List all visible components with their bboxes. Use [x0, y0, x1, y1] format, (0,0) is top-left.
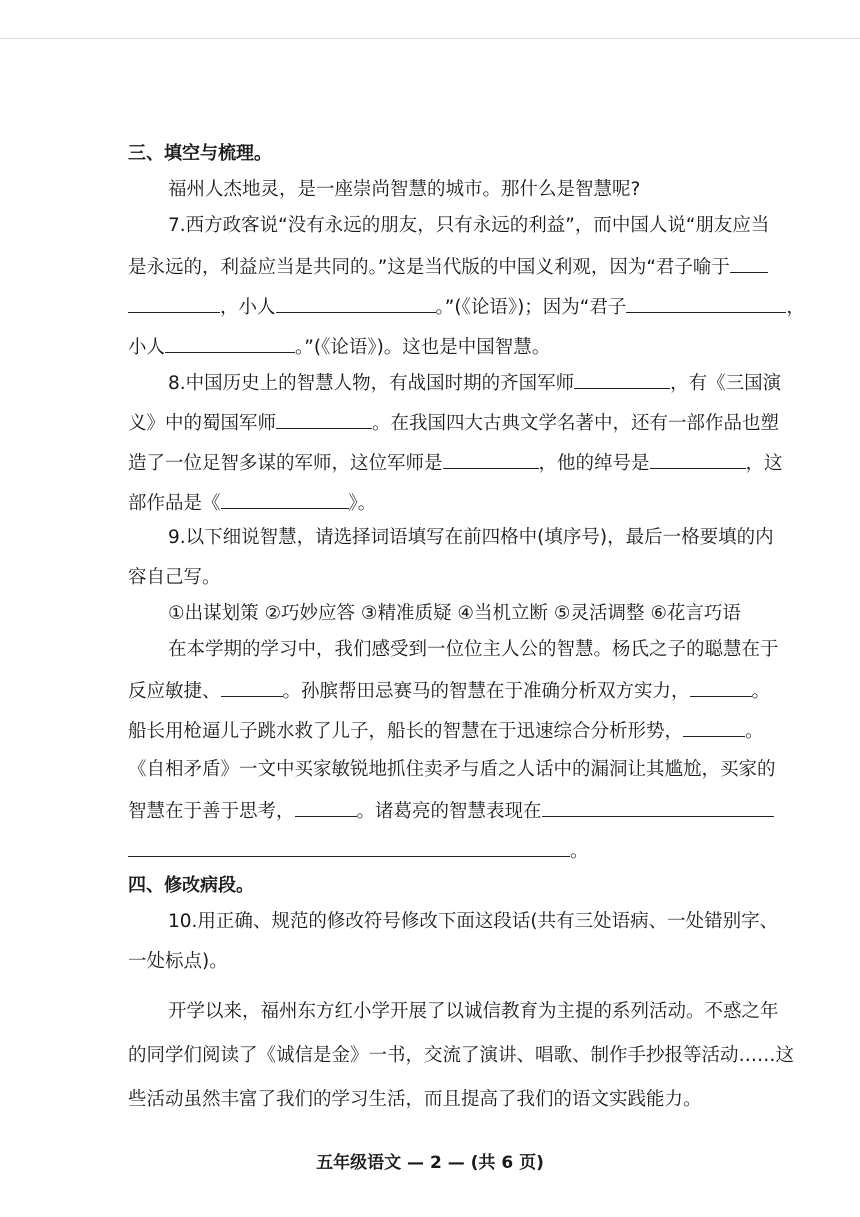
q8-line-2 — [128, 408, 779, 436]
q9-para-5 — [128, 796, 774, 824]
q9-blank-4[interactable] — [295, 796, 357, 817]
q7-text: 小人 — [128, 337, 166, 358]
q10-para-2: 的同学们阅读了《诚信是金》一书，交流了演讲、唱歌、制作手抄报等活动……这 — [128, 1045, 795, 1066]
q8-text: 造了一位足智多谋的军师，这位军师是 — [128, 453, 443, 474]
q7-blank-4[interactable] — [165, 332, 295, 353]
q10-para-3: 些活动虽然丰富了我们的学习生活，而且提高了我们的语文实践能力。 — [128, 1089, 702, 1110]
q8-blank-3[interactable] — [443, 448, 539, 469]
q8-text: 部作品是《 — [128, 493, 221, 514]
q8-line-1 — [168, 368, 781, 396]
q8-line-3 — [128, 448, 783, 476]
q8-blank-5[interactable] — [221, 488, 349, 509]
q8-text: 8.中国历史上的智慧人物，有战国时期的齐国军师 — [168, 373, 575, 394]
q9-text: 船长用枪逼儿子跳水救了儿子，船长的智慧在于迅速综合分析形势， — [128, 721, 684, 742]
q9-para-4: 《自相矛盾》一文中买家敏锐地抓住卖矛与盾之人话中的漏洞让其尴尬，买家的 — [128, 759, 776, 780]
q8-text: 义》中的蜀国军师 — [128, 413, 277, 434]
q9-para-1: 在本学期的学习中，我们感受到一位位主人公的智慧。杨氏之子的聪慧在于 — [168, 639, 779, 660]
q9-blank-1[interactable] — [221, 676, 283, 697]
q9-line-1: 9.以下细说智慧，请选择词语填写在前四格中(填序号)，最后一格要填的内 — [168, 527, 774, 548]
q7-blank-3[interactable] — [626, 292, 786, 313]
q10-para-1: 开学以来，福州东方红小学开展了以诚信教育为主提的系列活动。不惑之年 — [168, 1001, 779, 1022]
q9-line-2: 容自己写。 — [128, 567, 221, 588]
q9-text: 。 — [570, 841, 589, 862]
q7-line-2 — [128, 252, 768, 280]
q8-text: 》。 — [348, 493, 377, 514]
q8-blank-2[interactable] — [276, 408, 372, 429]
q7-blank-1a[interactable] — [730, 252, 768, 273]
q8-blank-1[interactable] — [574, 368, 670, 389]
q9-text: 反应敏捷、 — [128, 681, 221, 702]
q9-text: 。 — [751, 681, 771, 702]
q7-text: ， — [786, 297, 805, 318]
q9-blank-5a[interactable] — [542, 796, 774, 817]
q8-text: ，他的绰号是 — [538, 453, 650, 474]
q9-para-3 — [128, 716, 764, 744]
section-3-title: 三、填空与梳理。 — [128, 143, 272, 164]
section-3-intro: 福州人杰地灵，是一座崇尚智慧的城市。那什么是智慧呢? — [168, 179, 641, 200]
q7-blank-1b[interactable] — [128, 292, 220, 313]
q9-text: 智慧在于善于思考， — [128, 801, 295, 822]
q10-line-2: 一处标点)。 — [128, 951, 228, 972]
q9-para-6 — [128, 836, 589, 864]
q9-text: 。 — [745, 721, 764, 742]
q7-text: ，小人 — [220, 297, 276, 318]
q8-text: 。在我国四大古典文学名著中，还有一部作品也塑 — [372, 413, 780, 434]
section-4-title: 四、修改病段。 — [128, 875, 254, 896]
q7-text: 。”(《论语》)。这也是中国智慧。 — [295, 337, 551, 358]
q9-blank-3[interactable] — [683, 716, 745, 737]
q7-blank-2[interactable] — [276, 292, 436, 313]
q8-text: ，这 — [745, 453, 783, 474]
page-footer: 五年级语文 — 2 — (共 6 页) — [316, 1153, 544, 1173]
top-divider — [0, 38, 860, 39]
q7-line-3 — [128, 292, 805, 320]
q9-blank-5b[interactable] — [128, 836, 570, 857]
q7-line-4 — [128, 332, 550, 360]
q9-para-2 — [128, 676, 770, 704]
q9-blank-2[interactable] — [690, 676, 752, 697]
q7-text: 是永远的，利益应当是共同的。”这是当代版的中国义利观，因为“君子喻于 — [128, 257, 730, 278]
q9-text: 。诸葛亮的智慧表现在 — [356, 801, 542, 822]
q7-line-1: 7.西方政客说“没有永远的朋友，只有永远的利益”，而中国人说“朋友应当 — [168, 215, 770, 236]
q10-line-1: 10.用正确、规范的修改符号修改下面这段话(共有三处语病、一处错别字、 — [168, 911, 779, 932]
q8-text: ，有《三国演 — [670, 373, 782, 394]
q8-blank-4[interactable] — [650, 448, 746, 469]
q8-line-4 — [128, 488, 376, 516]
q9-options: ①出谋划策 ②巧妙应答 ③精准质疑 ④当机立断 ⑤灵活调整 ⑥花言巧语 — [168, 603, 741, 624]
q7-text: 。”(《论语》)；因为“君子 — [435, 297, 627, 318]
q9-text: 。孙膑帮田忌赛马的智慧在于准确分析双方实力， — [282, 681, 690, 702]
